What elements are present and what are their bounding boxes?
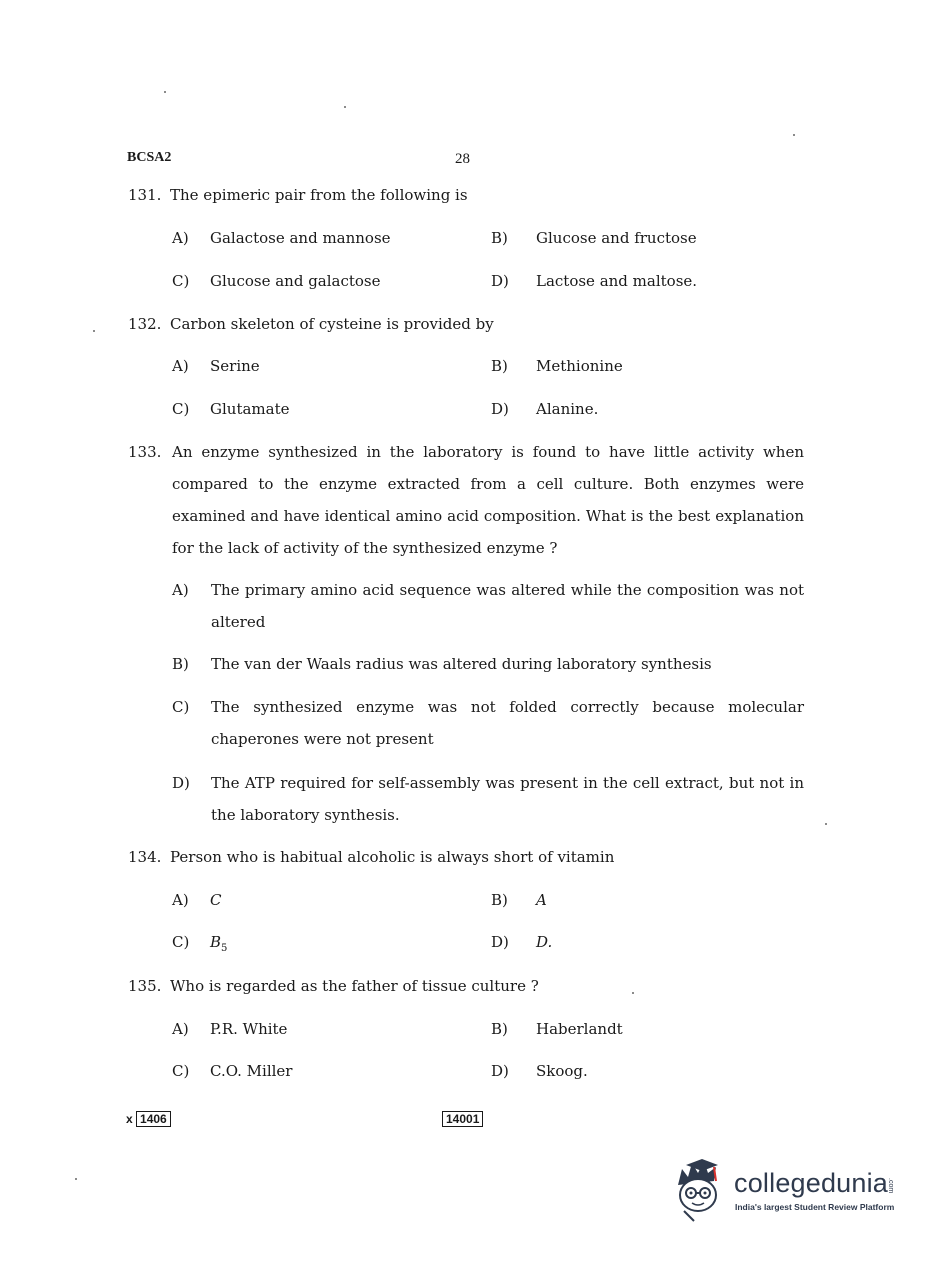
question-number: 131. bbox=[128, 186, 162, 204]
question-131 bbox=[128, 185, 468, 205]
option-133-b: B) The van der Waals radius was altered during laboratory synthesis bbox=[172, 655, 712, 673]
option-135-d: D) Skoog. bbox=[491, 1062, 588, 1080]
option-135-c: C) C.O. Miller bbox=[172, 1062, 293, 1080]
question-135 bbox=[128, 976, 539, 996]
option-135-a: A) P.R. White bbox=[172, 1020, 288, 1038]
option-134-c: C) $B_5$ bbox=[172, 933, 228, 954]
question-133-number: 133. bbox=[128, 443, 162, 461]
question-133-text: An enzyme synthesized in the laboratory is found to have little activity when compared to the enzyme extracted from a cell culture. Both enzymes were examined and have identical amino acid composition. What is the best explanation for the lack of activity of the synthesized enzyme ? bbox=[172, 443, 804, 557]
logo-tagline: India's largest Student Review Platform bbox=[735, 1202, 895, 1212]
logo-wordmark: collegedunia bbox=[734, 1168, 889, 1198]
option-132-b: B) Methionine bbox=[491, 357, 623, 375]
logo-dotcom: .com bbox=[887, 1178, 894, 1194]
question-text: Person who is habitual alcoholic is always short of vitamin bbox=[170, 848, 615, 866]
question-text: Carbon skeleton of cysteine is provided by bbox=[170, 315, 494, 333]
option-132-a: A) Serine bbox=[172, 357, 260, 375]
scan-speck bbox=[344, 106, 346, 108]
option-134-d: D) D. bbox=[491, 933, 553, 951]
option-132-c: C) Glutamate bbox=[172, 400, 290, 418]
option-131-d: D) Lactose and maltose. bbox=[491, 272, 698, 290]
question-134 bbox=[128, 847, 614, 867]
page-number: 28 bbox=[455, 151, 470, 167]
question-132 bbox=[128, 314, 494, 334]
question-number: 135. bbox=[128, 977, 162, 995]
option-134-b: B) A bbox=[491, 891, 547, 909]
option-131-b: B) Glucose and fructose bbox=[491, 229, 697, 247]
option-133-a: A) The primary amino acid sequence was altered while the composition was not altered bbox=[172, 581, 804, 631]
option-131-a: A) Galactose and mannose bbox=[172, 229, 391, 247]
question-text: Who is regarded as the father of tissue culture ? bbox=[170, 977, 539, 995]
scan-speck bbox=[93, 330, 95, 332]
option-131-c: C) Glucose and galactose bbox=[172, 272, 381, 290]
scan-speck bbox=[825, 823, 827, 825]
scan-speck bbox=[75, 1178, 77, 1180]
scan-speck bbox=[164, 91, 166, 93]
question-number: 134. bbox=[128, 848, 162, 866]
scan-speck bbox=[632, 992, 634, 994]
question-number: 132. bbox=[128, 315, 162, 333]
option-135-b: B) Haberlandt bbox=[491, 1020, 623, 1038]
option-133-c: C) The synthesized enzyme was not folded correctly because molecular chaperones were not present bbox=[172, 698, 804, 748]
paper-code: 14001 bbox=[442, 1112, 483, 1126]
option-133-d: D) The ATP required for self-assembly was present in the cell extract, but not in the laboratory synthesis. bbox=[172, 774, 804, 824]
booklet-code: BCSA2 bbox=[127, 150, 172, 165]
option-134-a: A) C bbox=[172, 891, 222, 909]
option-132-d: D) Alanine. bbox=[491, 400, 599, 418]
question-text: The epimeric pair from the following is bbox=[170, 186, 468, 204]
scan-speck bbox=[793, 134, 795, 136]
series-code: x 1406 bbox=[126, 1112, 171, 1126]
